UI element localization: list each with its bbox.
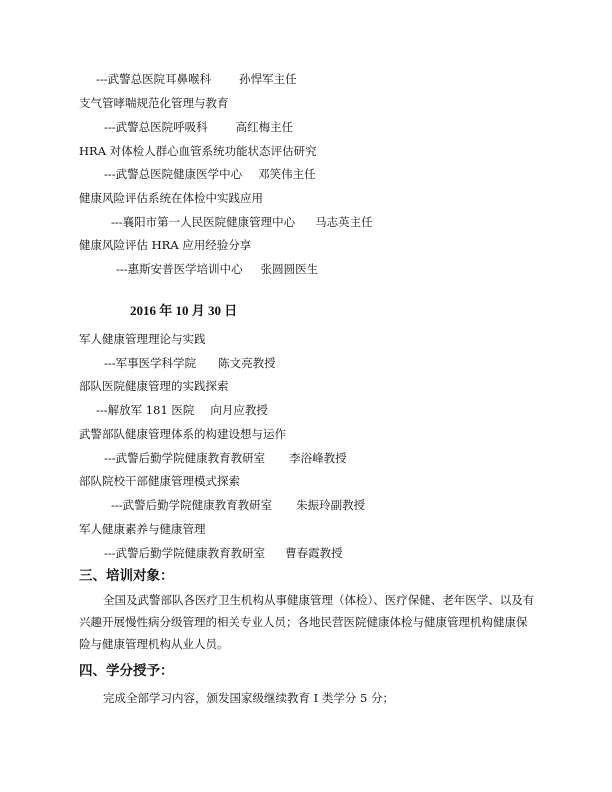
speaker-line	[116, 262, 318, 276]
speaker-name: 邓笑伟主任	[258, 167, 316, 181]
speaker-name: 向月应教授	[210, 403, 268, 417]
topic-title: 军人健康素养与健康管理	[79, 522, 206, 536]
speaker-name: 张圆圆医生	[260, 262, 319, 276]
speaker-affiliation: ---武警后勤学院健康教育教研室	[111, 498, 273, 512]
speaker-name: 朱振玲副教授	[296, 498, 366, 512]
topic-title: 军人健康管理理论与实践	[79, 332, 206, 346]
speaker-line	[104, 167, 316, 181]
speaker-name: 马志英主任	[315, 215, 373, 229]
section-body: 全国及武警部队各医疗卫生机构从事健康管理（体检）、医疗保健、老年医学、以及有兴趣开展慢性病分级管理的相关专业人员；各地民营医院健康体检与健康管理机构健康保险与健康管理机构从业人员。	[79, 593, 535, 651]
speaker-affiliation: ---解放军 181 医院	[96, 403, 195, 417]
speaker-affiliation: ---武警总医院呼吸科	[104, 120, 208, 134]
speaker-name: 孙悍军主任	[239, 72, 297, 86]
speaker-line	[111, 215, 373, 229]
topic-title: 部队医院健康管理的实践探索	[79, 379, 229, 393]
topic-title: 武警部队健康管理体系的构建设想与运作	[79, 427, 286, 441]
topic-title: 健康风险评估系统在体检中实践应用	[79, 191, 263, 205]
topic-title: 支气管哮喘规范化管理与教育	[79, 96, 229, 110]
speaker-affiliation: ---武警后勤学院健康教育教研室	[104, 451, 266, 465]
speaker-affiliation: ---武警总医院耳鼻喉科	[96, 72, 212, 86]
speaker-line	[96, 72, 297, 86]
date-heading: 2016 年 10 月 30 日	[130, 303, 238, 318]
speaker-name: 高红梅主任	[235, 120, 294, 134]
speaker-line	[104, 546, 343, 560]
section-body: 完成全部学习内容，颁发国家级继续教育 I 类学分 5 分；	[103, 691, 394, 705]
speaker-affiliation: ---军事医学科学院	[104, 356, 197, 370]
speaker-affiliation: ---惠斯安普医学培训中心	[116, 262, 243, 276]
topic-title: 健康风险评估 HRA 应用经验分享	[79, 238, 252, 252]
speaker-affiliation: ---襄阳市第一人民医院健康管理中心	[111, 215, 296, 229]
section-heading: 三、培训对象：	[79, 568, 174, 584]
speaker-line	[104, 356, 276, 370]
speaker-line	[104, 451, 347, 465]
speaker-name: 曹春霞教授	[285, 546, 343, 560]
topic-title: HRA 对体检人群心血管系统功能状态评估研究	[79, 144, 317, 158]
section-heading: 四、学分授予：	[79, 663, 174, 679]
speaker-name: 陈文亮教授	[218, 356, 276, 370]
speaker-line	[104, 120, 293, 134]
speaker-affiliation: ---武警总医院健康医学中心	[104, 167, 243, 181]
speaker-line	[111, 498, 365, 512]
topic-title: 部队院校干部健康管理模式探索	[79, 474, 240, 488]
speaker-line	[96, 403, 268, 417]
speaker-name: 李浴峰教授	[289, 451, 347, 465]
speaker-affiliation: ---武警后勤学院健康教育教研室	[104, 546, 266, 560]
